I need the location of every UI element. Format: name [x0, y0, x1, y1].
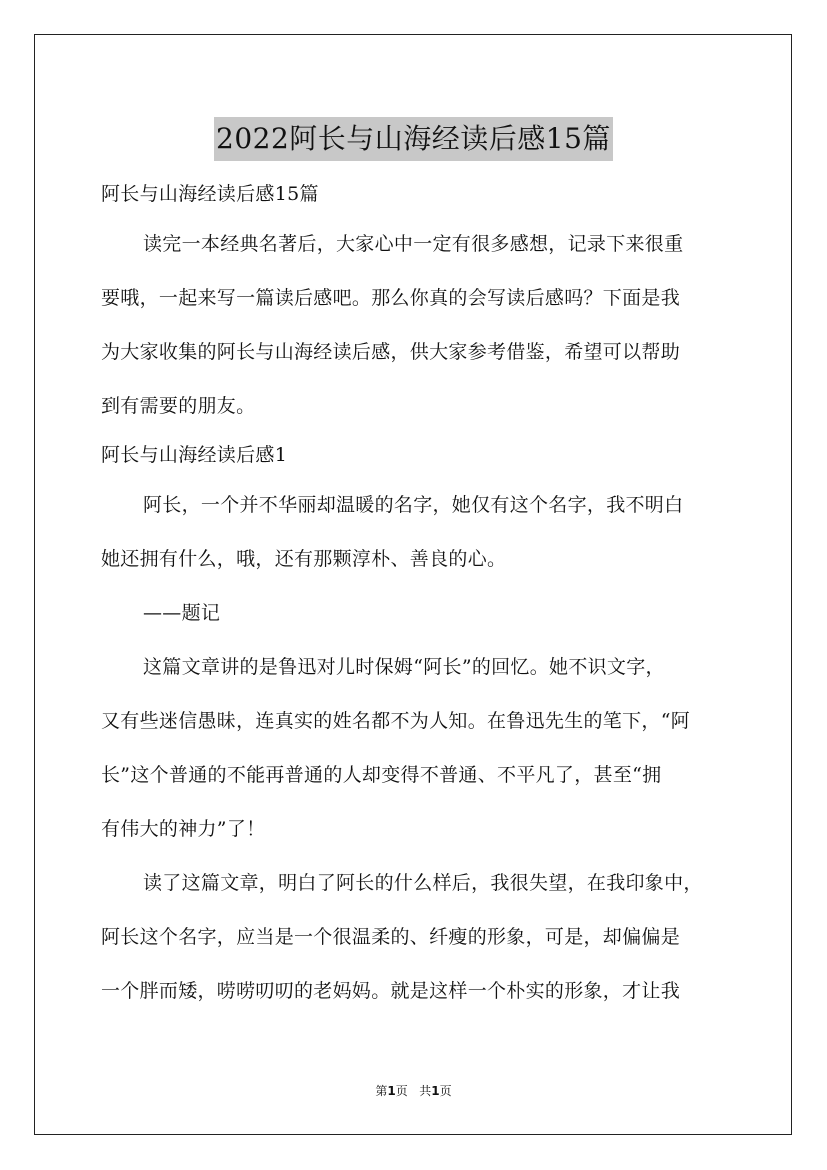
- paragraph-line: 这篇文章讲的是鲁迅对儿时保姆“阿长”的回忆。她不识文字，: [143, 656, 665, 678]
- total-prefix: 共: [419, 1084, 432, 1098]
- paragraph-line: 一个胖而矮，唠唠叨叨的老妈妈。就是这样一个朴实的形象，才让我: [101, 980, 681, 1002]
- paragraph-line: 长”这个普通的不能再普通的人却变得不普通、不平凡了，甚至“拥: [101, 764, 662, 786]
- paragraph-line: 读完一本经典名著后，大家心中一定有很多感想，记录下来很重: [143, 233, 684, 255]
- paragraph-line: 阿长，一个并不华丽却温暖的名字，她仅有这个名字，我不明白: [143, 494, 684, 516]
- document-body: [101, 172, 729, 1018]
- page-footer: [0, 1082, 827, 1099]
- document-title: 2022阿长与山海经读后感15篇: [214, 117, 613, 161]
- section-heading: 阿长与山海经读后感15篇: [101, 183, 319, 205]
- paragraph-line: 为大家收集的阿长与山海经读后感，供大家参考借鉴，希望可以帮助: [101, 341, 681, 363]
- paragraph-line: 她还拥有什么，哦，还有那颗淳朴、善良的心。: [101, 548, 507, 570]
- total-pages: 1: [431, 1084, 440, 1098]
- title-container: [0, 98, 827, 180]
- paragraph-line: 有伟大的神力”了！: [101, 818, 266, 840]
- section-heading: 阿长与山海经读后感1: [101, 444, 288, 466]
- paragraph-line: 读了这篇文章，明白了阿长的什么样后，我很失望，在我印象中，: [143, 872, 703, 894]
- paragraph-line: 阿长这个名字，应当是一个很温柔的、纤瘦的形象，可是，却偏偏是: [101, 926, 681, 948]
- epigraph-line: ——题记: [143, 602, 221, 624]
- page-prefix: 第: [375, 1084, 388, 1098]
- page-number: 1: [387, 1084, 396, 1098]
- page-suffix: 页: [395, 1084, 408, 1098]
- paragraph-line: 要哦，一起来写一篇读后感吧。那么你真的会写读后感吗？下面是我: [101, 287, 681, 309]
- total-suffix: 页: [439, 1084, 452, 1098]
- paragraph-line: 又有些迷信愚昧，连真实的姓名都不为人知。在鲁迅先生的笔下，“阿: [101, 710, 691, 732]
- paragraph-line: 到有需要的朋友。: [101, 395, 256, 417]
